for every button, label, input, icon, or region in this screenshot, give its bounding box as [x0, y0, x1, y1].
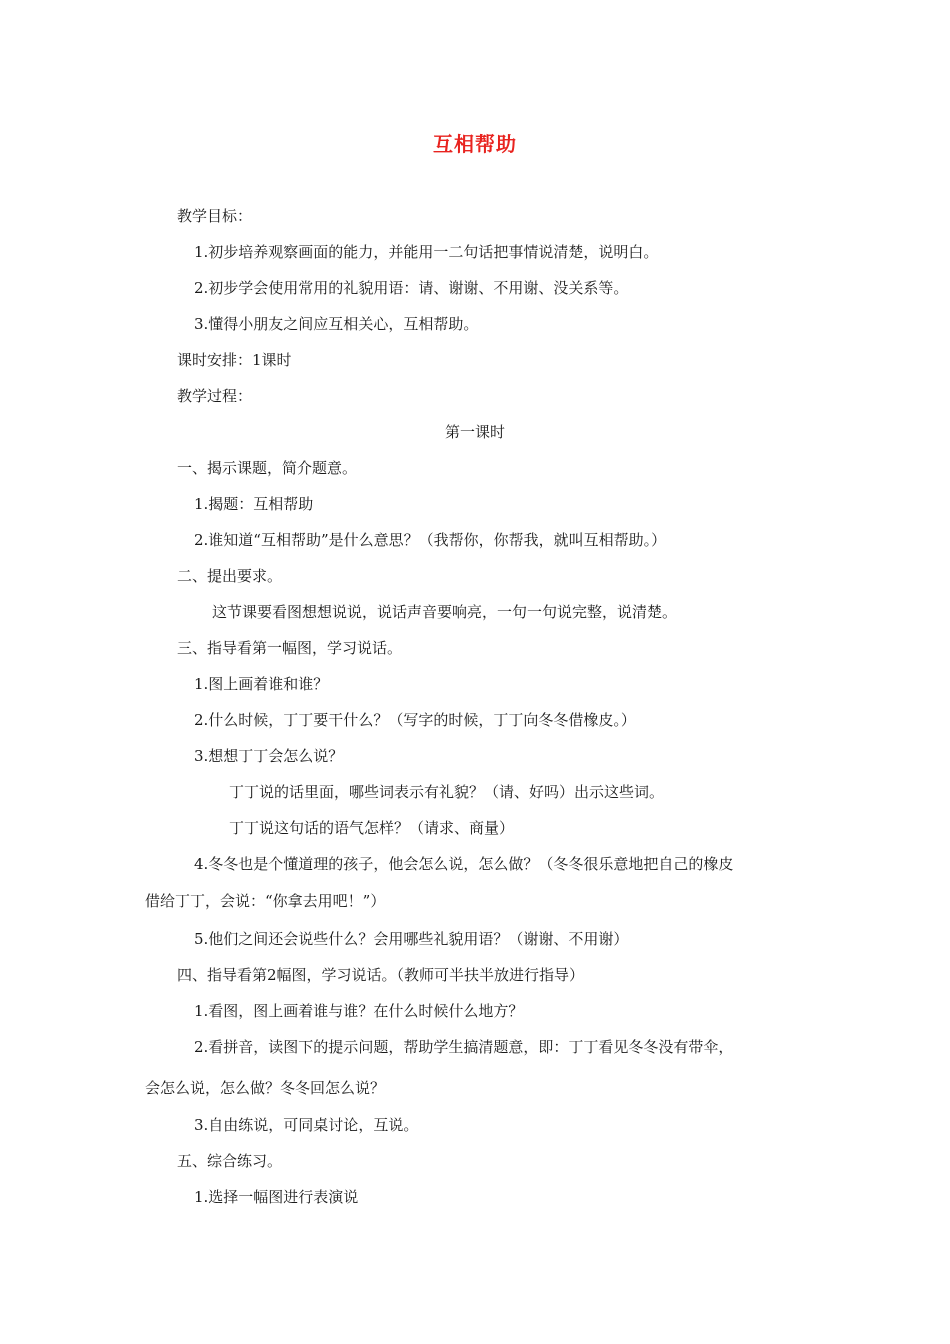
list-item: 1.初步培养观察画面的能力，并能用一二句话把事情说清楚，说明白。	[194, 243, 659, 261]
list-item: 5.他们之间还会说些什么？会用哪些礼貌用语？（谢谢、不用谢）	[194, 930, 629, 948]
list-item: 2.谁知道“互相帮助”是什么意思？（我帮你，你帮我，就叫互相帮助。）	[194, 531, 667, 549]
list-item-continued: 借给丁丁，会说：“你拿去用吧！”）	[145, 892, 386, 910]
document-title: 互相帮助	[433, 132, 517, 156]
list-item: 2.看拼音，读图下的提示问题，帮助学生搞清题意，即：丁丁看见冬冬没有带伞，	[194, 1038, 734, 1056]
paragraph: 丁丁说的话里面，哪些词表示有礼貌？（请、好吗）出示这些词。	[229, 783, 665, 801]
section-heading: 教学过程：	[177, 387, 253, 405]
list-item: 4.冬冬也是个懂道理的孩子，他会怎么说，怎么做？（冬冬很乐意地把自己的橡皮	[194, 855, 734, 873]
list-item: 1.选择一幅图进行表演说	[194, 1188, 359, 1206]
list-item: 2.初步学会使用常用的礼貌用语：请、谢谢、不用谢、没关系等。	[194, 279, 629, 297]
list-item: 3.想想丁丁会怎么说？	[194, 747, 344, 765]
section-heading: 三、指导看第一幅图，学习说话。	[177, 639, 403, 657]
section-heading: 课时安排：1课时	[177, 351, 292, 369]
list-item: 2.什么时候，丁丁要干什么？（写字的时候，丁丁向冬冬借橡皮。）	[194, 711, 636, 729]
section-heading: 一、揭示课题，简介题意。	[177, 459, 358, 477]
list-item: 1.图上画着谁和谁？	[194, 675, 329, 693]
list-item-continued: 会怎么说，怎么做？冬冬回怎么说？	[145, 1079, 386, 1097]
paragraph: 丁丁说这句话的语气怎样？（请求、商量）	[229, 819, 515, 837]
lesson-subtitle: 第一课时	[444, 423, 505, 441]
section-heading: 二、提出要求。	[177, 567, 283, 585]
list-item: 3.自由练说，可同桌讨论，互说。	[194, 1116, 419, 1134]
paragraph: 这节课要看图想想说说，说话声音要响亮，一句一句说完整，说清楚。	[212, 603, 678, 621]
list-item: 1.揭题：互相帮助	[194, 495, 314, 513]
list-item: 1.看图，图上画着谁与谁？在什么时候什么地方？	[194, 1002, 524, 1020]
list-item: 3.懂得小朋友之间应互相关心，互相帮助。	[194, 315, 479, 333]
section-heading: 教学目标：	[177, 207, 253, 225]
section-heading: 四、指导看第2幅图，学习说话。（教师可半扶半放进行指导）	[177, 966, 585, 984]
section-heading: 五、综合练习。	[177, 1152, 283, 1170]
